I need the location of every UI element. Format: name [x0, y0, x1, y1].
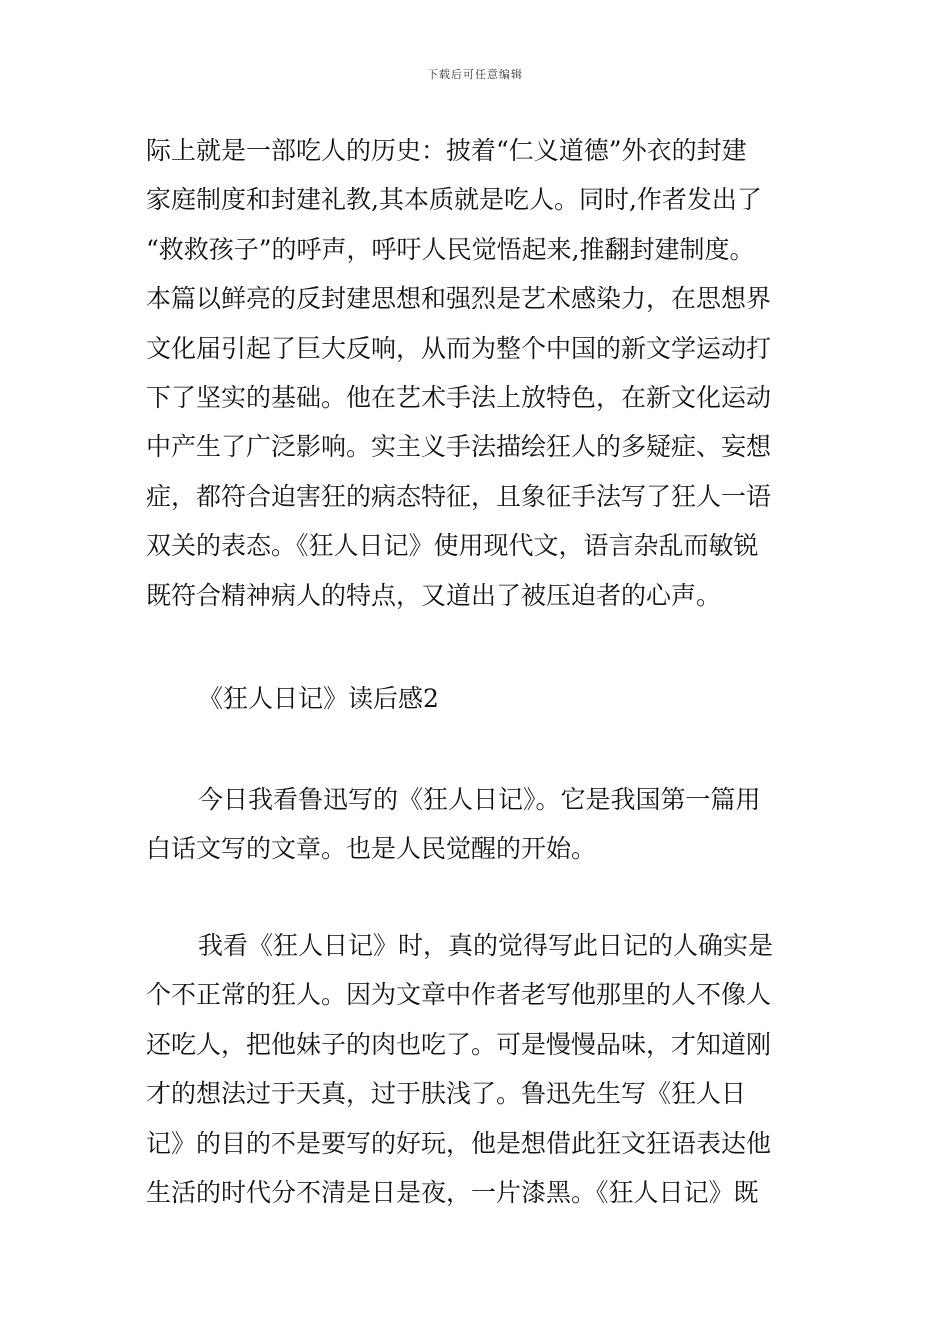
text-line: “救救孩子”的呼声，呼吁人民觉悟起来,推翻封建制度。: [146, 234, 755, 264]
text-line: 今日我看鲁迅写的《狂人日记》。它是我国第一篇用: [198, 785, 761, 814]
text-line: 症，都符合迫害狂的病态特征，且象征手法写了狂人一语: [146, 481, 772, 511]
text-line: 既符合精神病人的特点，又道出了被压迫者的心声。: [146, 580, 722, 610]
text-line: 个不正常的狂人。因为文章中作者老写他那里的人不像人: [146, 980, 772, 1010]
text-line: 家庭制度和封建礼教,其本质就是吃人。同时,作者发出了: [146, 185, 762, 215]
paragraph-1: [146, 126, 808, 620]
text-line: 本篇以鲜亮的反封建思想和强烈是艺术感染力，在思想界: [146, 284, 772, 314]
text-line: 才的想法过于天真，过于肤浅了。鲁迅先生写《狂人日: [146, 1079, 747, 1109]
text-line: 生活的时代分不清是日是夜，一片漆黑。《狂人日记》既: [146, 1177, 759, 1207]
text-line: 记》的目的不是要写的好玩，他是想借此狂文狂语表达他: [146, 1128, 772, 1158]
text-line: 文化届引起了巨大反响，从而为整个中国的新文学运动打: [146, 333, 772, 363]
text-line: 双关的表态。《狂人日记》使用现代文，语言杂乱而敏锐: [146, 531, 759, 561]
text-line: 下了坚实的基础。他在艺术手法上放特色，在新文化运动: [146, 382, 772, 412]
section-heading: [146, 674, 860, 723]
text-line: 际上就是一部吃人的历史：披着“仁义道德”外衣的封建: [146, 136, 747, 165]
text-line: 还吃人，把他妹子的肉也吃了。可是慢慢品味，才知道刚: [146, 1029, 772, 1059]
heading-text: 《狂人日记》读后感2: [198, 684, 439, 713]
page-header: 下载后可任意编辑: [427, 68, 523, 81]
paragraph-2: [146, 775, 808, 874]
text-line: 白话文写的文章。也是人民觉醒的开始。: [146, 834, 597, 864]
text-line: 我看《狂人日记》时，真的觉得写此日记的人确实是: [198, 931, 774, 960]
paragraph-3: [146, 921, 808, 1217]
text-line: 中产生了广泛影响。实主义手法描绘狂人的多疑症、妄想: [146, 432, 772, 462]
